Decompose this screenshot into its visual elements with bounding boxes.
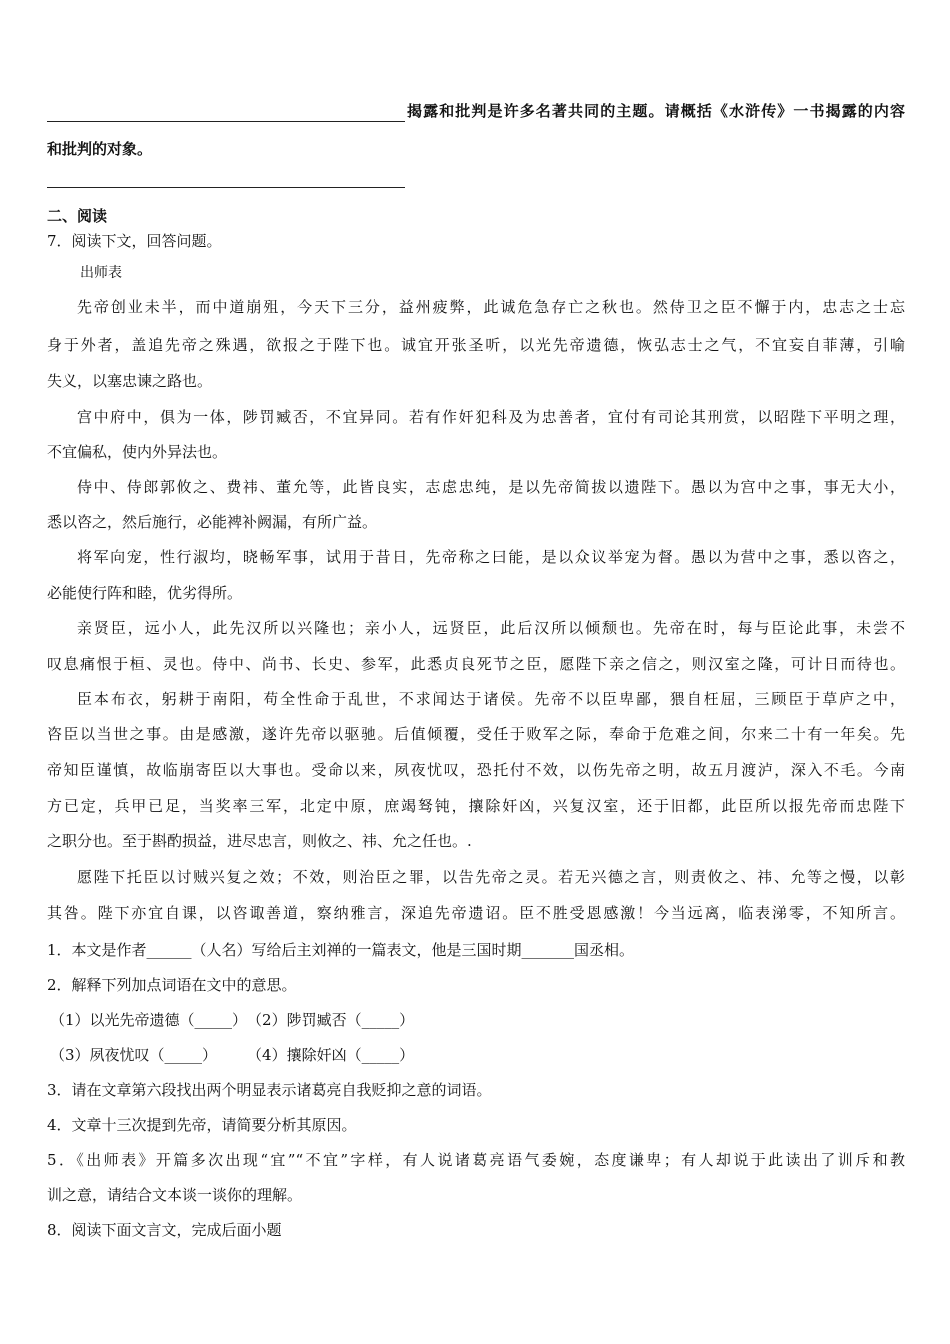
passage-line: 先帝创业未半，而中道崩殂，今天下三分，益州疲弊，此诚危急存亡之秋也。然侍卫之臣不懈于内，忠志之士忘 [77, 298, 905, 316]
question-3: 3．请在文章第六段找出两个明显表示诸葛亮自我贬抑之意的词语。 [47, 1081, 492, 1099]
passage-line: 必能使行阵和睦，优劣得所。 [47, 584, 243, 602]
passage-line: 之职分也。至于斟酌损益，进尽忠言，则攸之、祎、允之任也。. [47, 832, 472, 850]
answer-blank[interactable] [47, 105, 405, 122]
passage-line: 叹息痛恨于桓、灵也。侍中、尚书、长史、参军，此悉贞良死节之臣，愿陛下亲之信之，则汉室之隆，可计日而待也。 [47, 655, 905, 673]
passage-line: 悉以咨之，然后施行，必能裨补阙漏，有所广益。 [47, 513, 378, 531]
passage-line: 咨臣以当世之事。由是感激，遂许先帝以驱驰。后值倾覆，受任于败军之际，奉命于危难之间，尔来二十有一年矣。先 [47, 725, 905, 743]
intro-line-1 [47, 102, 905, 122]
passage-line: 宫中府中，俱为一体，陟罚臧否，不宜异同。若有作奸犯科及为忠善者，宜付有司论其刑赏，以昭陛下平明之理， [77, 408, 905, 426]
question-8-prompt: 8．阅读下面文言文，完成后面小题 [47, 1221, 282, 1239]
passage-line: 愿陛下托臣以讨贼兴复之效；不效，则治臣之罪，以告先帝之灵。若无兴德之言，则责攸之、祎、允等之慢，以彰 [77, 868, 905, 886]
passage-line: 侍中、侍郎郭攸之、费祎、董允等，此皆良实，志虑忠纯，是以先帝简拔以遗陛下。愚以为宫中之事，事无大小， [77, 478, 905, 496]
passage-line: 将军向宠，性行淑均，晓畅军事，试用于昔日，先帝称之曰能，是以众议举宠为督。愚以为营中之事，悉以咨之， [77, 548, 905, 566]
passage-line: 身于外者，盖追先帝之殊遇，欲报之于陛下也。诚宜开张圣听，以光先帝遗德，恢弘志士之气，不宜妄自菲薄，引喻 [47, 336, 905, 354]
intro-text-1: 揭露和批判是许多名著共同的主题。请概括《水浒传》一书揭露的内容 [407, 103, 905, 120]
passage-line: 不宜偏私，使内外异法也。 [47, 443, 228, 461]
question-2-items-a: （1）以光先帝遗德（_____） （2）陟罚臧否（_____） [50, 1011, 415, 1029]
intro-text-2: 和批判的对象。 [47, 141, 153, 158]
passage-line: 其咎。陛下亦宜自课，以咨诹善道，察纳雅言，深追先帝遗诏。臣不胜受恩感激！今当远离，临表涕零，不知所言。 [47, 904, 905, 922]
question-7-prompt: 7．阅读下文，回答问题。 [47, 232, 222, 250]
passage-line: 臣本布衣，躬耕于南阳，苟全性命于乱世，不求闻达于诸侯。先帝不以臣卑鄙，猥自枉屈，三顾臣于草庐之中， [77, 690, 905, 708]
passage-line: 帝知臣谨慎，故临崩寄臣以大事也。受命以来，夙夜忧叹，恐托付不效，以伤先帝之明，故五月渡泸，深入不毛。今南 [47, 761, 905, 779]
passage-line: 亲贤臣，远小人，此先汉所以兴隆也；亲小人，远贤臣，此后汉所以倾颓也。先帝在时，每与臣论此事，未尝不 [77, 619, 905, 637]
question-2: 2．解释下列加点词语在文中的意思。 [47, 976, 297, 994]
answer-line[interactable] [47, 187, 405, 188]
section-title: 二、阅读 [47, 208, 108, 225]
passage-line: 方已定，兵甲已足，当奖率三军，北定中原，庶竭驽钝，攘除奸凶，兴复汉室，还于旧都，此臣所以报先帝而忠陛下 [47, 797, 905, 815]
question-5: 5．《出师表》开篇多次出现“宜”“不宜”字样，有人说诸葛亮语气委婉，态度谦卑；有人却说于此读出了训斥和教 [47, 1151, 905, 1169]
question-1: 1．本文是作者______（人名）写给后主刘禅的一篇表文，他是三国时期_______国丞相。 [47, 941, 635, 959]
question-4: 4．文章十三次提到先帝，请简要分析其原因。 [47, 1116, 357, 1134]
passage-line: 失义，以塞忠谏之路也。 [47, 372, 213, 390]
passage-title: 出师表 [80, 265, 122, 281]
question-5-cont: 训之意，请结合文本谈一谈你的理解。 [47, 1186, 303, 1204]
question-2-items-b: （3）夙夜忧叹（_____） （4）攘除奸凶（_____） [50, 1046, 415, 1064]
